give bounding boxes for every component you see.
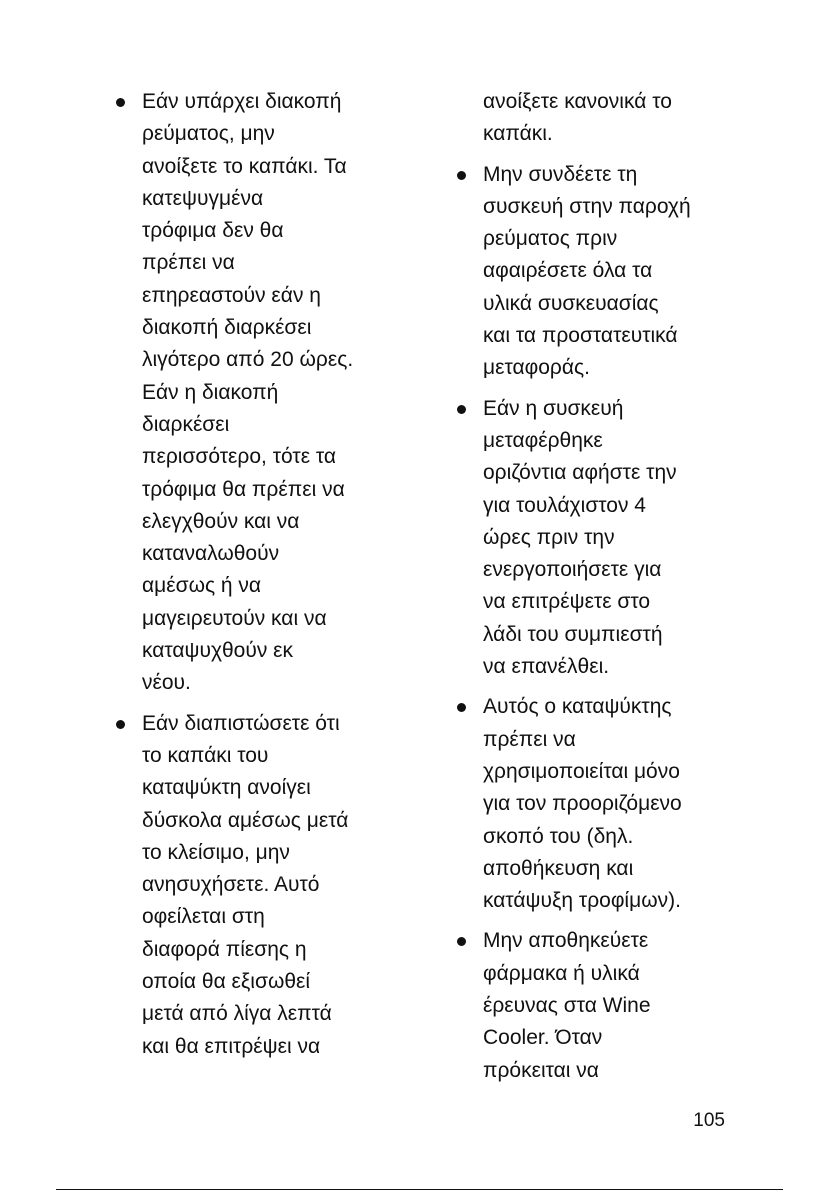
- left-column: [110, 86, 400, 1071]
- bullet-text-line: το καπάκι του: [142, 743, 269, 767]
- bullet-item: [451, 925, 751, 1086]
- bullet-dot-icon: [116, 98, 125, 107]
- bullet-text-line: ρεύματος πριν: [483, 227, 618, 251]
- bullet-text-line: Εάν υπάρχει διακοπή: [142, 90, 342, 113]
- bullet-text-line: Μην συνδέετε τη: [483, 162, 638, 186]
- bullet-text-line: ενεργοποιήσετε για: [483, 558, 662, 582]
- bullet-item: [110, 708, 400, 1063]
- bullet-text-line: Αυτός ο καταψύκτης: [483, 695, 672, 719]
- bullet-text-line: ώρες πριν την: [483, 525, 615, 549]
- bullet-text-line: καταψυχθούν εκ: [142, 639, 294, 663]
- bullet-text-line: και τα προστατευτικά: [483, 324, 678, 348]
- bullet-text-line: ελεγχθούν και να: [142, 509, 300, 533]
- bullet-text-line: το κλείσιμο, μην: [142, 840, 290, 864]
- bullet-text-line: λάδι του συμπιεστή: [483, 622, 663, 646]
- bullet-item: [451, 159, 751, 385]
- bullet-text-line: να επανέλθει.: [483, 655, 610, 679]
- bullet-text-line: σκοπό του (δηλ.: [483, 824, 634, 848]
- bullet-text-line: χρησιμοποιείται μόνο: [483, 759, 680, 783]
- page-number: 105: [693, 1110, 725, 1131]
- bullet-dot-icon: [457, 937, 466, 946]
- bullet-text-line: υλικά συσκευασίας: [483, 291, 659, 315]
- bullet-text-line: κατεψυγμένα: [142, 186, 264, 210]
- bullet-item: [451, 691, 751, 917]
- bullet-dot-icon: [457, 171, 466, 180]
- bullet-text-line: για τον προοριζόμενο: [483, 792, 682, 816]
- bullet-text-line: περισσότερο, τότε τα: [142, 445, 337, 469]
- bullet-text-line: αμέσως ή να: [142, 574, 262, 598]
- bullet-text-line: συσκευή στην παροχή: [483, 194, 691, 218]
- bullet-text-line: ανοίξετε κανονικά το: [483, 90, 672, 113]
- bullet-text-line: πρόκειται να: [483, 1058, 599, 1082]
- bullet-text-line: φάρμακα ή υλικά: [483, 961, 640, 985]
- bullet-text-line: επηρεαστούν εάν η: [142, 283, 321, 307]
- bullet-text-line: ανοίξετε το καπάκι. Τα: [142, 154, 347, 178]
- bullet-text-line: αποθήκευση και: [483, 856, 634, 880]
- bullet-dot-icon: [457, 405, 466, 414]
- bullet-text-line: να επιτρέψετε στο: [483, 590, 651, 614]
- bullet-text-line: διαρκέσει: [142, 412, 230, 436]
- bullet-text-line: μαγειρευτούν και να: [142, 606, 327, 630]
- bullet-text-line: κατάψυξη τροφίμων).: [483, 889, 681, 913]
- bullet-text-line: Μην αποθηκεύετε: [483, 929, 649, 953]
- bullet-dot-icon: [457, 703, 466, 712]
- bullet-text-line: και θα επιτρέψει να: [142, 1034, 321, 1058]
- bullet-text-line: έρευνας στα Wine: [483, 994, 651, 1018]
- bullet-dot-icon: [116, 720, 125, 729]
- bullet-text-line: καταψύκτη ανοίγει: [142, 776, 311, 800]
- footer-divider: [56, 1189, 783, 1190]
- bullet-text-line: νέου.: [142, 671, 191, 695]
- bullet-text-line: Εάν η συσκευή: [483, 396, 624, 420]
- bullet-text-line: μεταφοράς.: [483, 356, 590, 380]
- right-column: [451, 86, 751, 1095]
- bullet-text-line: διαφορά πίεσης η: [142, 937, 307, 961]
- bullet-text-line: μεταφέρθηκε: [483, 428, 603, 452]
- bullet-text-line: οφείλεται στη: [142, 905, 265, 929]
- bullet-text-line: πρέπει να: [483, 727, 576, 751]
- bullet-text-line: οριζόντια αφήστε την: [483, 461, 677, 485]
- bullet-text-line: ανησυχήσετε. Αυτό: [142, 873, 320, 897]
- bullet-text-line: αφαιρέσετε όλα τα: [483, 259, 653, 283]
- bullet-text-line: δύσκολα αμέσως μετά: [142, 808, 349, 832]
- bullet-text-line: Cooler. Όταν: [483, 1026, 603, 1050]
- bullet-text-line: ρεύματος, μην: [142, 122, 275, 146]
- bullet-text-line: πρέπει να: [142, 251, 235, 275]
- bullet-text-line: τρόφιμα δεν θα: [142, 219, 284, 243]
- bullet-text-line: Εάν διαπιστώσετε ότι: [142, 711, 340, 735]
- bullet-text-line: καταναλωθούν: [142, 542, 280, 566]
- bullet-item: [110, 86, 400, 700]
- bullet-text-line: διακοπή διαρκέσει: [142, 316, 312, 340]
- bullet-text-line: λιγότερο από 20 ώρες.: [142, 348, 354, 372]
- bullet-text-line: Εάν η διακοπή: [142, 380, 279, 404]
- bullet-text-line: καπάκι.: [483, 122, 553, 146]
- bullet-item: [451, 393, 751, 684]
- bullet-text-line: για τουλάχιστον 4: [483, 493, 646, 517]
- bullet-text-line: τρόφιμα θα πρέπει να: [142, 477, 345, 501]
- bullet-text-line: οποία θα εξισωθεί: [142, 970, 311, 994]
- bullet-continuation: [451, 86, 751, 151]
- bullet-text-line: μετά από λίγα λεπτά: [142, 1002, 332, 1026]
